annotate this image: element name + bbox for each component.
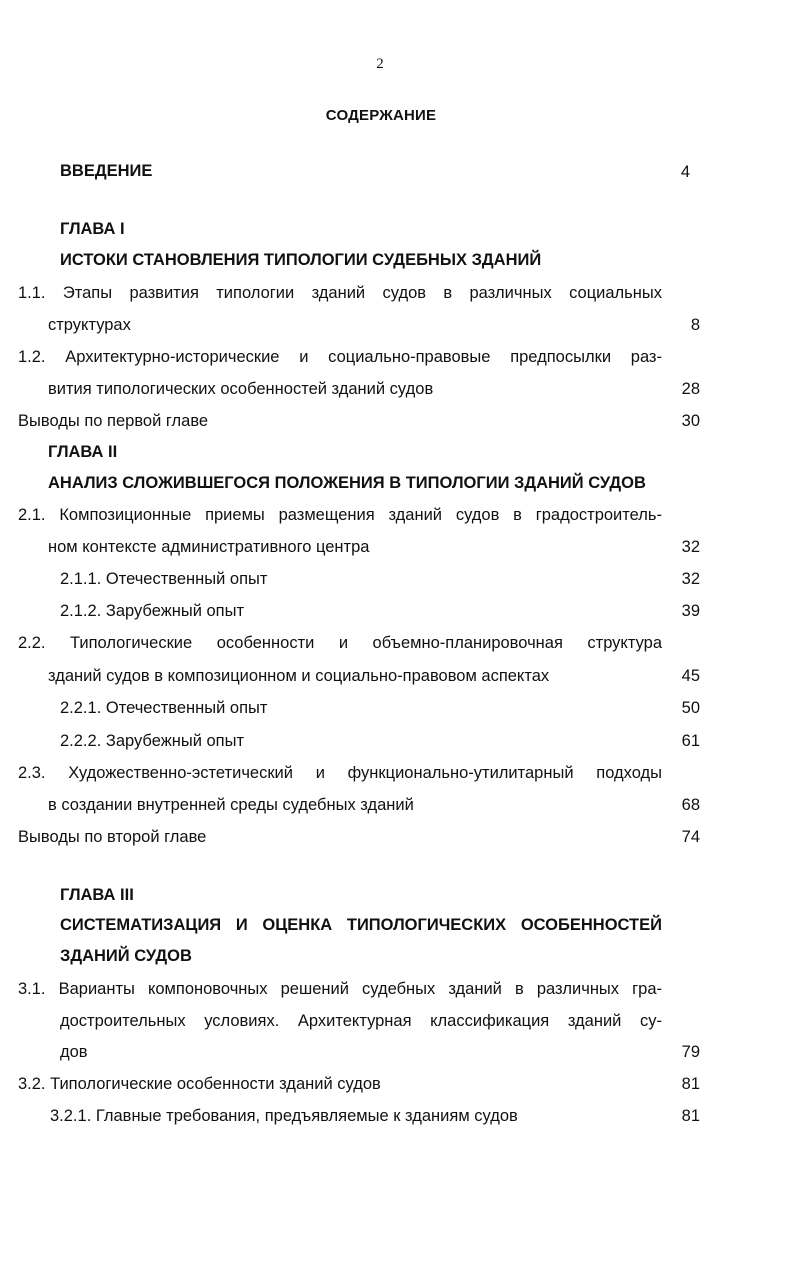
toc-1-2-page: 28: [681, 380, 700, 398]
toc-intro-page: 4: [680, 163, 690, 181]
toc-3-2-page: 81: [681, 1075, 700, 1093]
toc-1-2-line1: 1.2. Архитектурно-исторические и социально-правовые предпосылки раз-: [18, 348, 662, 366]
toc-2-2-line2: зданий судов в композиционном и социально-правовом аспектах: [48, 667, 550, 685]
toc-1-1-line2: структурах: [48, 316, 131, 334]
page-title: СОДЕРЖАНИЕ: [325, 107, 437, 124]
toc-2-2-2-page: 61: [681, 732, 700, 750]
toc-3-1-line3: дов: [60, 1043, 88, 1061]
toc-3-2: 3.2. Типологические особенности зданий судов: [18, 1075, 381, 1093]
chapter-3-heading-line1: СИСТЕМАТИЗАЦИЯ И ОЦЕНКА ТИПОЛОГИЧЕСКИХ ОСОБЕННОСТЕЙ: [60, 916, 662, 934]
toc-1-1-page: 8: [690, 316, 700, 334]
toc-2-3-line2: в создании внутренней среды судебных зданий: [48, 796, 414, 814]
chapter-1-label: ГЛАВА I: [60, 220, 125, 238]
toc-ch2-conclusion-page: 74: [681, 828, 700, 846]
toc-2-1-2-page: 39: [681, 602, 700, 620]
toc-2-1-2: 2.1.2. Зарубежный опыт: [60, 602, 245, 620]
chapter-2-heading: АНАЛИЗ СЛОЖИВШЕГОСЯ ПОЛОЖЕНИЯ В ТИПОЛОГИИ ЗДАНИЙ СУДОВ: [48, 474, 646, 492]
toc-1-1-line1: 1.1. Этапы развития типологии зданий судов в различных социальных: [18, 284, 662, 302]
toc-2-3-line1: 2.3. Художественно-эстетический и функционально-утилитарный подходы: [18, 764, 662, 782]
chapter-3-label: ГЛАВА III: [60, 886, 134, 904]
toc-2-1-1: 2.1.1. Отечественный опыт: [60, 570, 268, 588]
chapter-2-label: ГЛАВА II: [48, 443, 118, 461]
chapter-3-heading-line2: ЗДАНИЙ СУДОВ: [60, 947, 192, 965]
toc-1-2-line2: вития типологических особенностей зданий судов: [48, 380, 434, 398]
toc-ch1-conclusion-page: 30: [681, 412, 700, 430]
toc-2-2-line1: 2.2. Типологические особенности и объемно-планировочная структура: [18, 634, 662, 652]
toc-2-2-page: 45: [681, 667, 700, 685]
toc-2-1-line1: 2.1. Композиционные приемы размещения зданий судов в градостроитель-: [18, 506, 662, 524]
toc-2-2-2: 2.2.2. Зарубежный опыт: [60, 732, 245, 750]
page-number: 2: [376, 56, 384, 72]
toc-intro-label: ВВЕДЕНИЕ: [60, 162, 153, 180]
toc-2-3-page: 68: [681, 796, 700, 814]
toc-2-1-line2: ном контексте административного центра: [48, 538, 370, 556]
toc-3-1-line2: достроительных условиях. Архитектурная классификация зданий су-: [60, 1012, 662, 1030]
toc-ch1-conclusion: Выводы по первой главе: [18, 412, 209, 430]
toc-3-2-1: 3.2.1. Главные требования, предъявляемые к зданиям судов: [50, 1107, 518, 1125]
toc-3-1-line1: 3.1. Варианты компоновочных решений судебных зданий в различных гра-: [18, 980, 662, 998]
chapter-1-heading: ИСТОКИ СТАНОВЛЕНИЯ ТИПОЛОГИИ СУДЕБНЫХ ЗДАНИЙ: [60, 251, 542, 269]
toc-2-2-1: 2.2.1. Отечественный опыт: [60, 699, 268, 717]
toc-2-2-1-page: 50: [681, 699, 700, 717]
toc-ch2-conclusion: Выводы по второй главе: [18, 828, 207, 846]
toc-2-1-page: 32: [681, 538, 700, 556]
toc-3-1-page: 79: [681, 1043, 700, 1061]
toc-2-1-1-page: 32: [681, 570, 700, 588]
toc-3-2-1-page: 81: [681, 1107, 700, 1125]
